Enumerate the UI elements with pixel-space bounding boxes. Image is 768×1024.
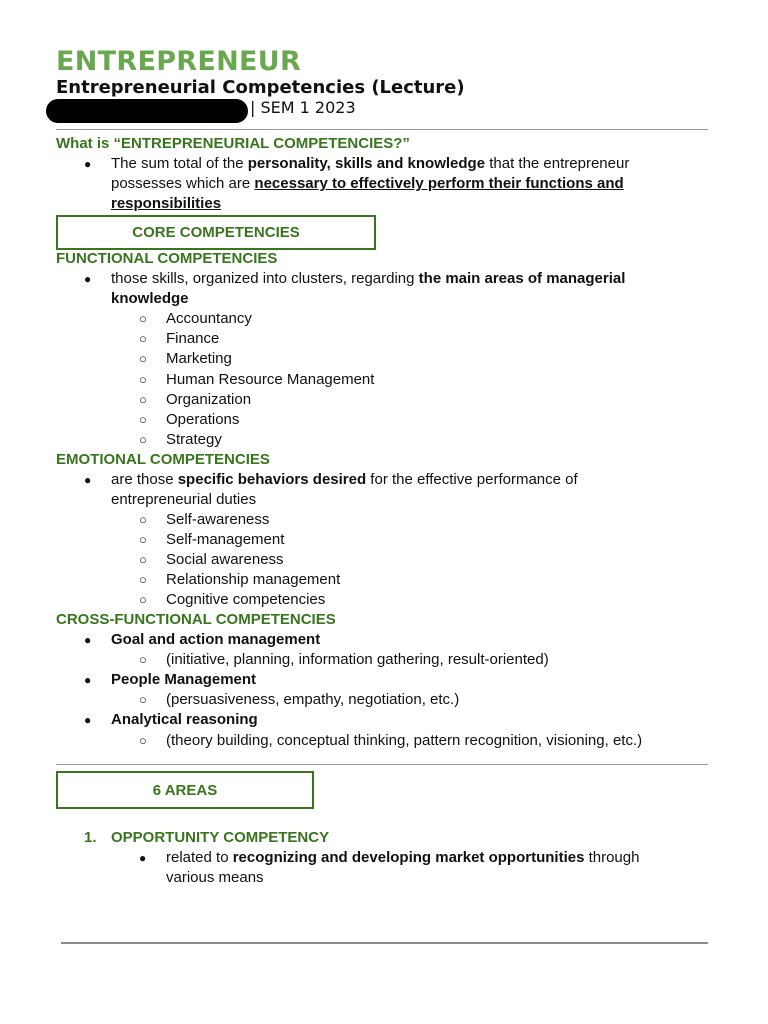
list-item: Cognitive competencies [166,591,326,608]
bullet-icon: ● [84,272,92,286]
text-run: that the entrepreneur [485,155,630,172]
document-title: ENTREPRENEUR [56,46,302,77]
list-item: Self-management [166,531,285,548]
circle-bullet-icon: ○ [139,512,147,527]
circle-bullet-icon: ○ [139,311,147,326]
cross-functional-heading: CROSS-FUNCTIONAL COMPETENCIES [56,611,336,628]
semester-label: | SEM 1 2023 [250,98,356,117]
bullet-icon: ● [84,157,92,171]
list-number: 1. [84,829,97,846]
intro-line-2 [111,174,624,194]
list-item: Human Resource Management [166,371,375,388]
text-run-bold: specific behaviors desired [177,471,367,488]
circle-bullet-icon: ○ [139,552,147,567]
opportunity-heading: OPPORTUNITY COMPETENCY [111,829,330,846]
text-run: possesses which are [111,175,255,192]
circle-bullet-icon: ○ [139,532,147,547]
list-item: Finance [166,330,220,347]
cross-group-label: People Management [111,671,257,688]
circle-bullet-icon: ○ [139,592,147,607]
divider [56,764,708,765]
circle-bullet-icon: ○ [139,392,147,407]
intro-question: What is “ENTREPRENEURIAL COMPETENCIES?” [56,135,410,152]
circle-bullet-icon: ○ [139,372,147,387]
divider [56,129,708,130]
emotional-line-1 [111,470,578,490]
bullet-icon: ● [84,713,92,727]
circle-bullet-icon: ○ [139,652,147,667]
text-run: The sum total of the [111,155,248,172]
cross-group-label: Goal and action management [111,631,321,648]
text-run: are those [111,471,178,488]
text-run: for the effective performance of [366,471,578,488]
bullet-icon: ● [84,473,92,487]
circle-bullet-icon: ○ [139,692,147,707]
list-item: Accountancy [166,310,252,327]
opportunity-line-2: various means [166,869,264,886]
list-item: Strategy [166,431,222,448]
six-areas-box: 6 AREAS [56,771,314,809]
functional-line-1 [111,269,625,289]
bullet-icon: ● [84,673,92,687]
circle-bullet-icon: ○ [139,331,147,346]
emotional-line-2: entrepreneurial duties [111,491,257,508]
text-run: through [584,849,640,866]
text-run-bold: the main areas of managerial [418,270,626,287]
list-item: Marketing [166,350,232,367]
text-run: related to [166,849,233,866]
functional-heading: FUNCTIONAL COMPETENCIES [56,250,278,267]
redaction-mark [46,99,248,123]
list-item: Organization [166,391,252,408]
intro-line-3: responsibilities [111,195,222,212]
divider [61,942,708,944]
emotional-heading: EMOTIONAL COMPETENCIES [56,451,270,468]
list-item: Operations [166,411,240,428]
circle-bullet-icon: ○ [139,412,147,427]
cross-group-detail: (theory building, conceptual thinking, pattern recognition, visioning, etc.) [166,732,643,749]
cross-group-label: Analytical reasoning [111,711,258,728]
circle-bullet-icon: ○ [139,351,147,366]
text-run: those skills, organized into clusters, regarding [111,270,419,287]
functional-line-2: knowledge [111,290,189,307]
core-competencies-box: CORE COMPETENCIES [56,215,376,250]
list-item: Self-awareness [166,511,270,528]
circle-bullet-icon: ○ [139,572,147,587]
list-item: Social awareness [166,551,284,568]
cross-group-detail: (persuasiveness, empathy, negotiation, etc.) [166,691,460,708]
circle-bullet-icon: ○ [139,733,147,748]
intro-line-1 [111,154,629,174]
text-run-bold: recognizing and developing market opportunities [232,849,585,866]
cross-group-detail: (initiative, planning, information gathering, result-oriented) [166,651,549,668]
bullet-icon: ● [84,633,92,647]
bullet-icon: ● [139,851,147,865]
opportunity-line-1 [166,848,639,868]
circle-bullet-icon: ○ [139,432,147,447]
list-item: Relationship management [166,571,341,588]
document-subtitle: Entrepreneurial Competencies (Lecture) [56,77,465,98]
text-run-bold-underline: necessary to effectively perform their functions and [254,175,624,192]
text-run-bold: personality, skills and knowledge [247,155,486,172]
